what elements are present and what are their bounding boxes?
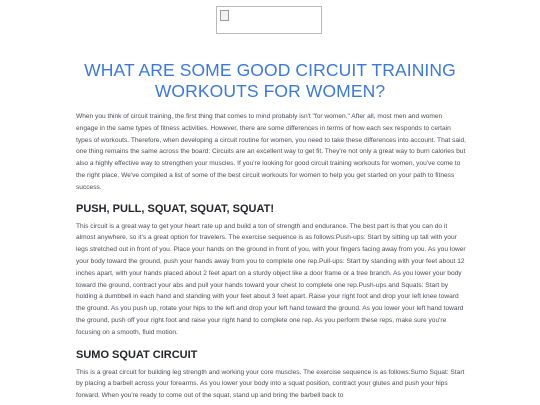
section-paragraph-push-pull-squat: This circuit is a great way to get your heart rate up and build a ton of strength and endurance. The best part is that you can do it almost anywhere, so it's a great option for travelers. The exercise sequence is as follows:Push-ups: Start by sitting up tall with your legs stretched out in front of you. Place your hands on the ground in front of you, with your fingers facing away from you. As you lower your body toward the ground, push your hands away from you to complete one rep.Pull-ups: Start by standing with your feet about 12 inches apart, with your hands placed about 2 feet apart on a sturdy object like a door frame or a tree branch. As you lower your body toward the ground, contract your abs and pull your hands toward your chest to complete one rep.Push-ups and Squats: Start by holding a dumbbell in each hand and standing with your feet about 3 feet apart. Raise your right foot and drop your left knee toward the ground. As you push up, rotate your hips to the left and drop your left hand toward the ground. As you lower your left hand toward the ground, push off your right foot and raise your right hand to complete one rep. As you perform these reps, make sure you're focusing on a smooth, fluid motion. xyxy=(76,222,466,336)
section-paragraph-sumo-squat: This is a great circuit for building leg strength and working your core muscles. The exercise sequence is as follows:Sumo Squat: Start by placing a barbell across your forearms. As you lower your body into a squat position, contract your glutes and push your hips forward. When you're ready to come out of the squat, stand up and bring the barbell back to xyxy=(76,368,465,400)
broken-image-icon xyxy=(220,10,229,21)
header-logo-image[interactable] xyxy=(216,6,322,34)
section-heading-push-pull-squat: PUSH, PULL, SQUAT, SQUAT, SQUAT! xyxy=(76,202,275,215)
section-heading-sumo-squat: SUMO SQUAT CIRCUIT xyxy=(76,348,198,361)
intro-paragraph: When you think of circuit training, the first thing that comes to mind probably isn't "for women." After all, most men and women engage in the same types of fitness activities. However, there are some differences in terms of how each sex responds to certain types of workouts. Therefore, when developing a circuit routine for women, you need to take these differences into account. That said, one thing remains the same across the board: Circuits are an excellent way to get fit. They're not only a great way to burn calories but also a highly effective way to strengthen your muscles. If you're looking for good circuit training workouts for women, you've come to the right place. We've compiled a list of some of the best circuit workouts for women to help you get started on your path to fitness success. xyxy=(76,113,466,191)
article-body xyxy=(76,111,466,402)
article-title: WHAT ARE SOME GOOD CIRCUIT TRAINING WORKOUTS FOR WOMEN? xyxy=(84,60,456,101)
